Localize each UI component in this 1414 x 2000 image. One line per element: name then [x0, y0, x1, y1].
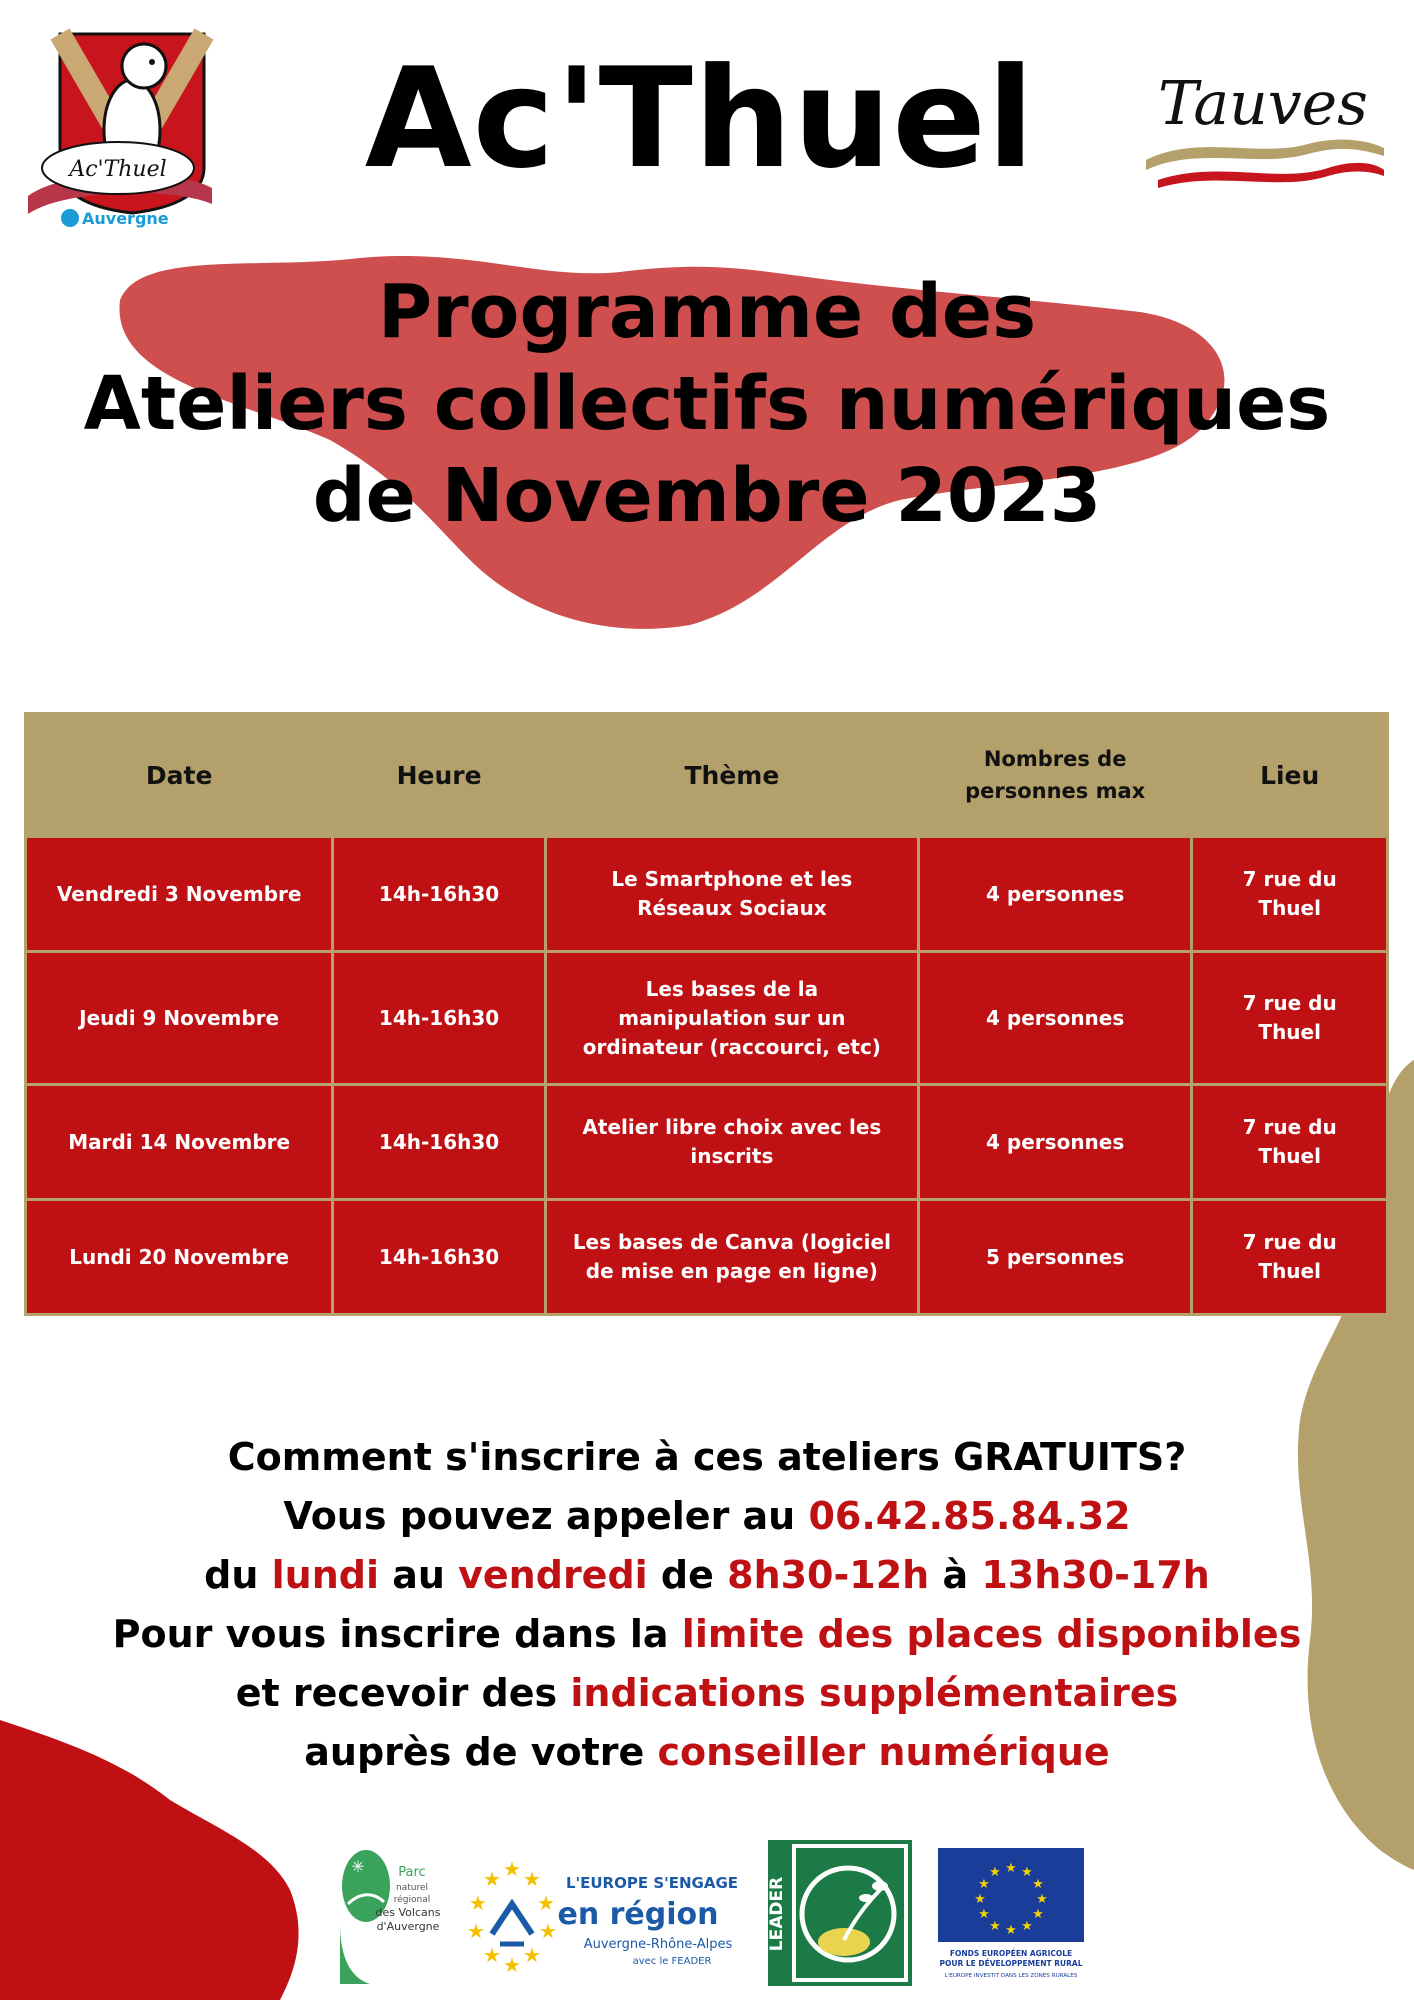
acthuel-logo [26, 18, 216, 233]
cell-date: Mardi 14 Novembre [26, 1085, 333, 1200]
cell-lieu: 7 rue du Thuel [1192, 952, 1388, 1085]
svg-text:★: ★ [523, 1943, 541, 1967]
parc-text: d'Auvergne [376, 1920, 440, 1933]
cell-date: Lundi 20 Novembre [26, 1200, 333, 1315]
svg-text:★: ★ [989, 1865, 1001, 1880]
page-title: Ac'Thuel [364, 38, 1036, 199]
svg-text:★: ★ [978, 1877, 990, 1892]
cell-heure: 14h-16h30 [333, 1200, 546, 1315]
subtitle-line-1: Programme des [377, 269, 1037, 355]
svg-text:★: ★ [469, 1891, 487, 1915]
header-max: Nombres de personnes max [918, 714, 1191, 837]
cell-max: 4 personnes [918, 952, 1191, 1085]
svg-text:★: ★ [1032, 1907, 1044, 1922]
header-theme: Thème [545, 714, 918, 837]
svg-text:★: ★ [483, 1943, 501, 1967]
svg-text:★: ★ [503, 1857, 521, 1881]
info-line-5 [0, 1664, 1414, 1723]
svg-text:★: ★ [467, 1919, 485, 1943]
hours-afternoon: 13h30-17h [981, 1553, 1210, 1597]
region-text: avec le FEADER [632, 1956, 712, 1967]
svg-text:★: ★ [1032, 1877, 1044, 1892]
cell-lieu: 7 rue du Thuel [1192, 837, 1388, 952]
cell-max: 4 personnes [918, 1085, 1191, 1200]
svg-text:★: ★ [1021, 1919, 1033, 1934]
parc-volcans-logo [330, 1846, 440, 1986]
header-heure: Heure [333, 714, 546, 837]
svg-text:★: ★ [1036, 1892, 1048, 1907]
cell-heure: 14h-16h30 [333, 1085, 546, 1200]
day-to: vendredi [458, 1553, 648, 1597]
cell-lieu: 7 rue du Thuel [1192, 1200, 1388, 1315]
cell-max: 5 personnes [918, 1200, 1191, 1315]
info-text: de [647, 1553, 728, 1597]
svg-text:★: ★ [503, 1953, 521, 1977]
cell-lieu: 7 rue du Thuel [1192, 1085, 1388, 1200]
info-line-6 [0, 1723, 1414, 1782]
region-text: en région [557, 1897, 719, 1932]
cell-theme: Les bases de la manipulation sur un ordinateur (raccourci, etc) [545, 952, 918, 1085]
svg-text:✳: ✳ [351, 1857, 365, 1876]
info-text: et recevoir des [235, 1671, 571, 1715]
cell-date: Vendredi 3 Novembre [26, 837, 333, 952]
info-text: auprès de votre [304, 1730, 658, 1774]
cell-heure: 14h-16h30 [333, 952, 546, 1085]
parc-text: naturel [396, 1883, 428, 1893]
table-row [26, 1200, 1388, 1315]
region-text: Auvergne-Rhône-Alpes [583, 1937, 733, 1952]
info-text: à [929, 1553, 982, 1597]
tauves-logo-text: Tauves [1158, 69, 1368, 139]
header-lieu: Lieu [1192, 714, 1388, 837]
svg-text:★: ★ [1005, 1923, 1017, 1938]
svg-text:★: ★ [989, 1919, 1001, 1934]
table-row [26, 837, 1388, 952]
cell-theme: Les bases de Canva (logiciel de mise en page en ligne) [545, 1200, 918, 1315]
cell-theme: Atelier libre choix avec les inscrits [545, 1085, 918, 1200]
leader-logo [768, 1840, 912, 1986]
cell-max: 4 personnes [918, 837, 1191, 952]
info-highlight: indications supplémentaires [570, 1671, 1179, 1715]
svg-text:★: ★ [1005, 1861, 1017, 1876]
region-text: L'EUROPE S'ENGAGE [565, 1874, 739, 1892]
feader-logo [938, 1848, 1084, 1984]
parc-text: régional [393, 1895, 431, 1905]
svg-text:★: ★ [537, 1891, 555, 1915]
subtitle-line-3: de Novembre 2023 [312, 453, 1102, 539]
info-highlight: conseiller numérique [657, 1730, 1110, 1774]
table-row [26, 1085, 1388, 1200]
info-line-1: Comment s'inscrire à ces ateliers GRATUITS? [227, 1435, 1187, 1479]
page-subtitle [0, 266, 1414, 542]
svg-text:★: ★ [483, 1867, 501, 1891]
cell-heure: 14h-16h30 [333, 837, 546, 952]
svg-text:★: ★ [539, 1919, 557, 1943]
info-line-3 [0, 1546, 1414, 1605]
parc-text: Parc [398, 1865, 426, 1880]
leader-text: LEADER [768, 1876, 787, 1952]
feader-text: L'EUROPE INVESTIT DANS LES ZONES RURALES [944, 1973, 1078, 1979]
svg-text:★: ★ [1021, 1865, 1033, 1880]
acthuel-logo-text: Ac'Thuel [69, 157, 167, 182]
subtitle-line-2: Ateliers collectifs numériques [83, 361, 1331, 447]
registration-info [0, 1428, 1414, 1782]
info-text: du [204, 1553, 272, 1597]
info-line-2 [0, 1487, 1414, 1546]
hours-morning: 8h30-12h [727, 1553, 930, 1597]
auvergne-logo-text: Auvergne [82, 209, 169, 228]
table-header-row [26, 714, 1388, 837]
table-row [26, 952, 1388, 1085]
info-text: Pour vous inscrire dans la [112, 1612, 682, 1656]
header-date: Date [26, 714, 333, 837]
info-highlight: limite des places disponibles [681, 1612, 1302, 1656]
parc-text: des Volcans [375, 1906, 440, 1919]
info-text: Vous pouvez appeler au [283, 1494, 809, 1538]
feader-text: POUR LE DÉVELOPPEMENT RURAL [939, 1959, 1083, 1968]
europe-region-logo [462, 1854, 742, 1978]
day-from: lundi [271, 1553, 379, 1597]
info-text: au [378, 1553, 459, 1597]
tauves-logo [1138, 62, 1388, 197]
svg-text:★: ★ [523, 1867, 541, 1891]
cell-theme: Le Smartphone et les Réseaux Sociaux [545, 837, 918, 952]
info-line-4 [0, 1605, 1414, 1664]
feader-text: FONDS EUROPÉEN AGRICOLE [949, 1949, 1073, 1958]
cell-date: Jeudi 9 Novembre [26, 952, 333, 1085]
svg-text:★: ★ [978, 1907, 990, 1922]
schedule-table [24, 712, 1389, 1316]
phone-number[interactable]: 06.42.85.84.32 [808, 1494, 1131, 1538]
svg-text:★: ★ [974, 1892, 986, 1907]
